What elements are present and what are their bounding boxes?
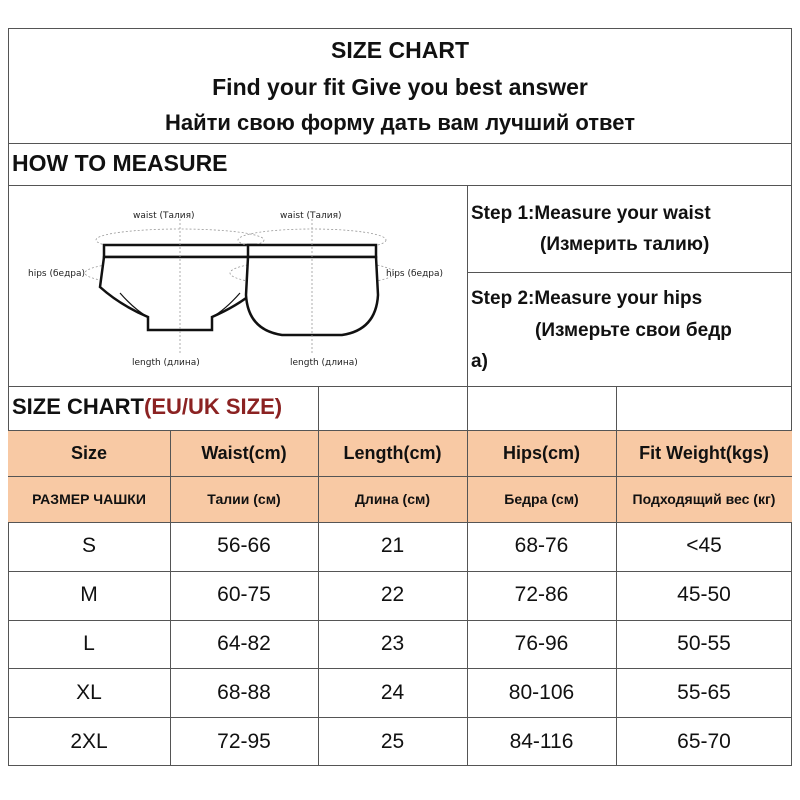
table-cell-waist: 64-82 bbox=[217, 631, 271, 655]
table-cell-size: XL bbox=[76, 680, 102, 704]
table-gridline bbox=[467, 430, 468, 766]
column-header-hips: Hips(cm) bbox=[502, 442, 580, 463]
table-gridline bbox=[616, 386, 617, 430]
brief-front-illustration bbox=[28, 211, 275, 368]
column-subheader-weight: Подходящий вес (кг) bbox=[632, 491, 776, 507]
table-cell-weight: 50-55 bbox=[677, 631, 731, 655]
column-subheader-hips: Бедра (см) bbox=[504, 491, 579, 507]
table-gridline bbox=[170, 430, 171, 766]
table-cell-size: 2XL bbox=[70, 729, 108, 753]
table-gridline bbox=[318, 386, 319, 430]
table-cell-hips: 84-116 bbox=[509, 729, 574, 753]
table-cell-length: 24 bbox=[380, 680, 405, 704]
table-cell-weight: 65-70 bbox=[677, 729, 731, 753]
measure-diagram bbox=[20, 195, 450, 380]
table-gridline bbox=[8, 522, 792, 523]
column-subheader-length: Длина (см) bbox=[354, 491, 431, 507]
divider bbox=[467, 272, 792, 273]
table-gridline bbox=[8, 571, 792, 572]
subtitle-english: Find your fit Give you best answer bbox=[212, 74, 588, 100]
table-cell-waist: 56-66 bbox=[217, 534, 271, 558]
label-length-right: length (длина) bbox=[290, 358, 358, 368]
table-cell-waist: 72-95 bbox=[217, 729, 271, 753]
divider bbox=[467, 185, 468, 430]
column-subheader-size: РАЗМЕР ЧАШКИ bbox=[32, 491, 146, 507]
step-1-text: Step 1:Measure your waist bbox=[471, 203, 711, 224]
divider bbox=[8, 143, 792, 144]
column-header-weight: Fit Weight(kgs) bbox=[639, 442, 769, 463]
table-cell-length: 22 bbox=[380, 583, 405, 607]
table-cell-hips: 80-106 bbox=[508, 680, 575, 704]
divider bbox=[8, 185, 792, 186]
table-cell-length: 23 bbox=[380, 631, 405, 655]
step-2-text: Step 2:Measure your hips bbox=[471, 288, 703, 309]
table-cell-weight: <45 bbox=[686, 534, 722, 558]
table-gridline bbox=[616, 430, 617, 766]
table-cell-waist: 60-75 bbox=[217, 583, 271, 607]
size-chart-title-accent: (EU/UK SIZE) bbox=[144, 394, 283, 419]
size-chart-title-main: SIZE CHART bbox=[12, 394, 144, 419]
label-waist-right: waist (Талия) bbox=[280, 211, 342, 221]
label-waist-left: waist (Талия) bbox=[133, 211, 195, 221]
table-cell-size: S bbox=[81, 534, 96, 558]
divider bbox=[8, 386, 792, 387]
table-cell-hips: 76-96 bbox=[514, 631, 569, 655]
table-cell-length: 25 bbox=[380, 729, 405, 753]
label-length-left: length (длина) bbox=[132, 358, 200, 368]
column-header-waist: Waist(cm) bbox=[201, 442, 287, 463]
table-cell-length: 21 bbox=[380, 534, 405, 558]
table-gridline bbox=[318, 430, 319, 766]
table-cell-weight: 45-50 bbox=[677, 583, 731, 607]
table-cell-hips: 68-76 bbox=[514, 534, 569, 558]
column-subheader-waist: Талии (см) bbox=[207, 491, 281, 507]
label-hips-left: hips (бедра) bbox=[28, 269, 86, 279]
table-cell-size: M bbox=[80, 583, 98, 607]
step-2-translation: (Измерьте свои бедр bbox=[535, 320, 732, 341]
table-cell-waist: 68-88 bbox=[217, 680, 271, 704]
table-gridline bbox=[8, 620, 792, 621]
page-title: SIZE CHART bbox=[331, 37, 469, 63]
column-header-size: Size bbox=[70, 442, 108, 463]
table-gridline bbox=[8, 476, 792, 477]
step-2-translation-cont: а) bbox=[471, 351, 488, 372]
table-gridline bbox=[8, 430, 792, 431]
step-1-translation: (Измерить талию) bbox=[540, 234, 710, 255]
table-cell-weight: 55-65 bbox=[677, 680, 731, 704]
table-cell-hips: 72-86 bbox=[514, 583, 569, 607]
table-gridline bbox=[8, 668, 792, 669]
size-chart-title bbox=[12, 394, 282, 420]
column-header-length: Length(cm) bbox=[343, 442, 442, 463]
table-cell-size: L bbox=[83, 631, 95, 655]
subtitle-russian: Найти свою форму дать вам лучший ответ bbox=[164, 110, 636, 135]
brief-back-illustration bbox=[230, 211, 443, 368]
table-gridline bbox=[8, 717, 792, 718]
label-hips-right: hips (бедра) bbox=[386, 269, 444, 279]
how-to-measure-heading: HOW TO MEASURE bbox=[12, 150, 228, 176]
